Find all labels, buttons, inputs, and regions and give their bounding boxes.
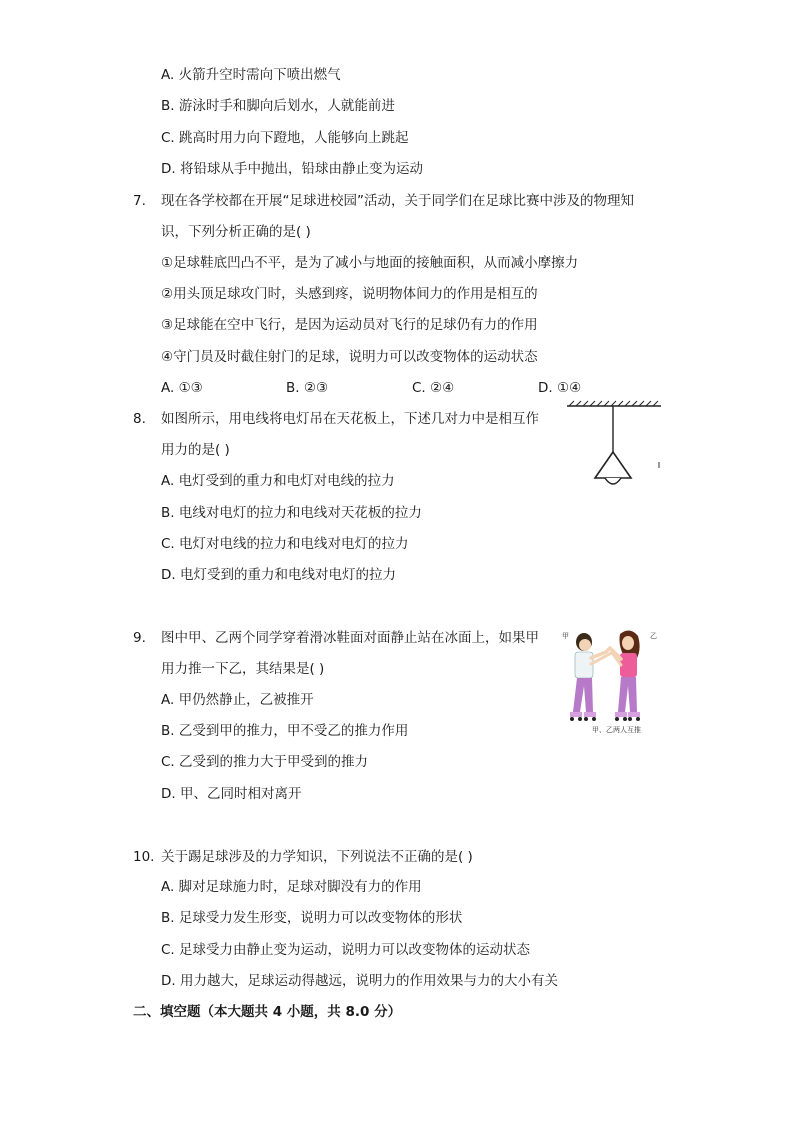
q8-stem-line1: 如图所示，用电线将电灯吊在天花板上，下述几对力中是相互作 xyxy=(161,411,539,427)
q9-figure-caption: 甲、乙两人互推 xyxy=(592,726,641,734)
q10-option-d: D. 用力越大，足球运动得越远，说明力的作用效果与力的大小有关 xyxy=(161,973,558,989)
section-2-heading: 二、填空题（本大题共 4 小题，共 8.0 分） xyxy=(133,1004,402,1020)
q7-option-a: A. ①③ xyxy=(161,380,203,396)
q7-number: 7. xyxy=(133,193,146,209)
q7-stem-line2: 识，下列分析正确的是( ) xyxy=(161,224,311,240)
q8-option-c: C. 电灯对电线的拉力和电线对电灯的拉力 xyxy=(161,536,409,552)
q8-option-d: D. 电灯受到的重力和电线对电灯的拉力 xyxy=(161,567,396,583)
q9-option-c: C. 乙受到的推力大于甲受到的推力 xyxy=(161,754,369,770)
q9-option-a: A. 甲仍然静止，乙被推开 xyxy=(161,692,314,708)
q9-figure-label-left: 甲 xyxy=(562,632,569,640)
q8-option-a: A. 电灯受到的重力和电灯对电线的拉力 xyxy=(161,473,395,489)
q9-figure-label-right: 乙 xyxy=(650,632,657,640)
q9-number: 9. xyxy=(133,630,146,646)
q8-stem-line2: 用力的是( ) xyxy=(161,442,230,458)
q9-option-d: D. 甲、乙同时相对离开 xyxy=(161,786,302,802)
q9-option-b: B. 乙受到甲的推力，甲不受乙的推力作用 xyxy=(161,723,409,739)
q9-stem-line1: 图中甲、乙两个同学穿着滑冰鞋面对面静止站在冰面上，如果甲 xyxy=(161,630,539,646)
q6-option-d: D. 将铅球从手中抛出，铅球由静止变为运动 xyxy=(161,161,423,177)
q10-option-a: A. 脚对足球施力时，足球对脚没有力的作用 xyxy=(161,879,422,895)
hanging-lamp-figure xyxy=(565,400,665,495)
q6-option-a: A. 火箭升空时需向下喷出燃气 xyxy=(161,67,341,83)
q10-option-c: C. 足球受力由静止变为运动，说明力可以改变物体的运动状态 xyxy=(161,942,531,958)
q8-number: 8. xyxy=(133,411,146,427)
q7-stem-line1: 现在各学校都在开展“足球进校园”活动，关于同学们在足球比赛中涉及的物理知 xyxy=(161,193,634,209)
q10-option-b: B. 足球受力发生形变，说明力可以改变物体的形状 xyxy=(161,910,463,926)
q7-statement-4: ④守门员及时截住射门的足球，说明力可以改变物体的运动状态 xyxy=(161,349,538,365)
q7-option-b: B. ②③ xyxy=(286,380,329,396)
q7-option-c: C. ②④ xyxy=(412,380,455,396)
q10-number: 10. xyxy=(133,849,155,865)
q6-option-b: B. 游泳时手和脚向后划水，人就能前进 xyxy=(161,98,395,114)
q9-stem-line2: 用力推一下乙，其结果是( ) xyxy=(161,661,325,677)
q10-stem-line1: 关于踢足球涉及的力学知识，下列说法不正确的是( ) xyxy=(161,849,473,865)
q6-option-c: C. 跳高时用力向下蹬地，人能够向上跳起 xyxy=(161,130,409,146)
skaters-pushing-figure xyxy=(558,626,668,736)
q7-statement-1: ①足球鞋底凹凸不平，是为了减小与地面的接触面积，从而减小摩擦力 xyxy=(161,255,579,271)
q8-option-b: B. 电线对电灯的拉力和电线对天花板的拉力 xyxy=(161,505,422,521)
q7-option-d: D. ①④ xyxy=(538,380,582,396)
q7-statement-2: ②用头顶足球攻门时，头感到疼，说明物体间力的作用是相互的 xyxy=(161,286,538,302)
q7-statement-3: ③足球能在空中飞行，是因为运动员对飞行的足球仍有力的作用 xyxy=(161,317,538,333)
